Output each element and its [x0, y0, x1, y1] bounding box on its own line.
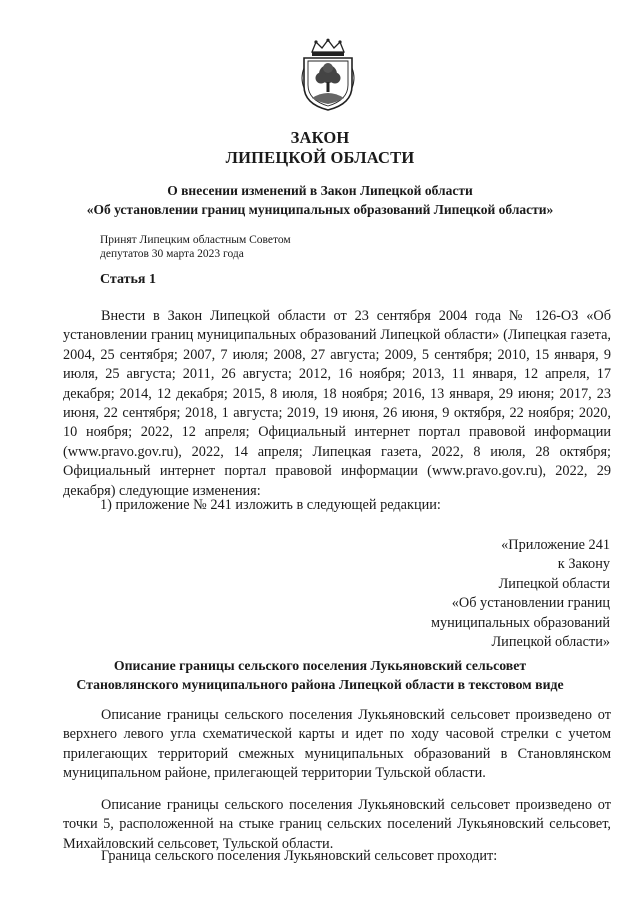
- law-subtitle-line-2: «Об установлении границ муниципальных образований Липецкой области»: [86, 202, 554, 217]
- accepted-by-line-2: депутатов 30 марта 2023 года: [100, 248, 244, 260]
- appendix-line: муниципальных образований: [430, 614, 610, 631]
- appendix-line: Липецкой области»: [491, 634, 610, 651]
- description-paragraph-3: [63, 847, 611, 866]
- appendix-line: «Об установлении границ: [451, 595, 610, 612]
- description-paragraph-2: [63, 796, 611, 854]
- law-region-title: ЛИПЕЦКОЙ ОБЛАСТИ: [225, 148, 415, 167]
- amendment-item: 1) приложение № 241 изложить в следующей редакции:: [100, 497, 441, 513]
- description-text: Граница сельского поселения Лукьяновский сельсовет проходит:: [101, 848, 498, 864]
- description-title-line-1: Описание границы сельского поселения Лукьяновский сельсовет: [113, 658, 527, 673]
- appendix-header: [431, 536, 610, 652]
- law-title: ЗАКОН: [290, 128, 350, 147]
- accepted-by-line-1: Принят Липецким областным Советом: [100, 234, 291, 246]
- description-paragraph-1: [63, 706, 611, 784]
- appendix-line: «Приложение 241: [501, 537, 610, 553]
- lipetsk-coat-of-arms-icon: [298, 38, 358, 112]
- article-paragraph: [63, 307, 611, 501]
- appendix-line: к Закону: [557, 556, 610, 573]
- article-heading: Статья 1: [100, 272, 156, 287]
- description-text: Описание границы сельского поселения Лукьяновский сельсовет произведено от точки 5, расположенной на стыке границ сельских поселений Лукьяновский сельсовет, Михайловский сельсовет, Тульской области.: [63, 797, 611, 852]
- description-text: Описание границы сельского поселения Лукьяновский сельсовет произведено от верхнего левого угла схематической карты и идет по ходу часовой стрелки с учетом прилегающих территорий смежных муниципальных образований в Становлянском муниципальном районе, прилегающей территории Тульской области.: [63, 707, 611, 782]
- law-subtitle-line-1: О внесении изменений в Закон Липецкой области: [167, 183, 473, 198]
- appendix-line: Липецкой области: [498, 575, 610, 592]
- article-text: Внести в Закон Липецкой области от 23 сентября 2004 года № 126-ОЗ «Об установлении границ муниципальных образований Липецкой области» (Липецкая газета, 2004, 25 сентября; 2007, 7 июля; 2008, 27 августа; 2009, 5 сентября; 2010, 15 января, 9 июля, 25 августа; 2011, 26 августа; 2012, 16 ноября; 2013, 11 января, 12 апреля, 17 декабря; 2014, 12 декабря; 2015, 8 июля, 18 ноября; 2016, 13 января, 29 июня; 2017, 23 июня, 22 сентября; 2018, 1 августа; 2019, 19 июня, 26 июня, 9 октября, 22 ноября; 2020, 10 ноября; 2022, 12 апреля; Официальный интернет портал правовой информации (www.pravo.gov.ru), 2022, 14 апреля; Липецкая газета, 2022, 8 июля, 28 октября; Официальный интернет портал правовой информации (www.pravo.gov.ru), 2022, 29 декабря) следующие изменения:: [63, 308, 611, 499]
- description-title-line-2: Становлянского муниципального района Липецкой области в текстовом виде: [76, 677, 564, 692]
